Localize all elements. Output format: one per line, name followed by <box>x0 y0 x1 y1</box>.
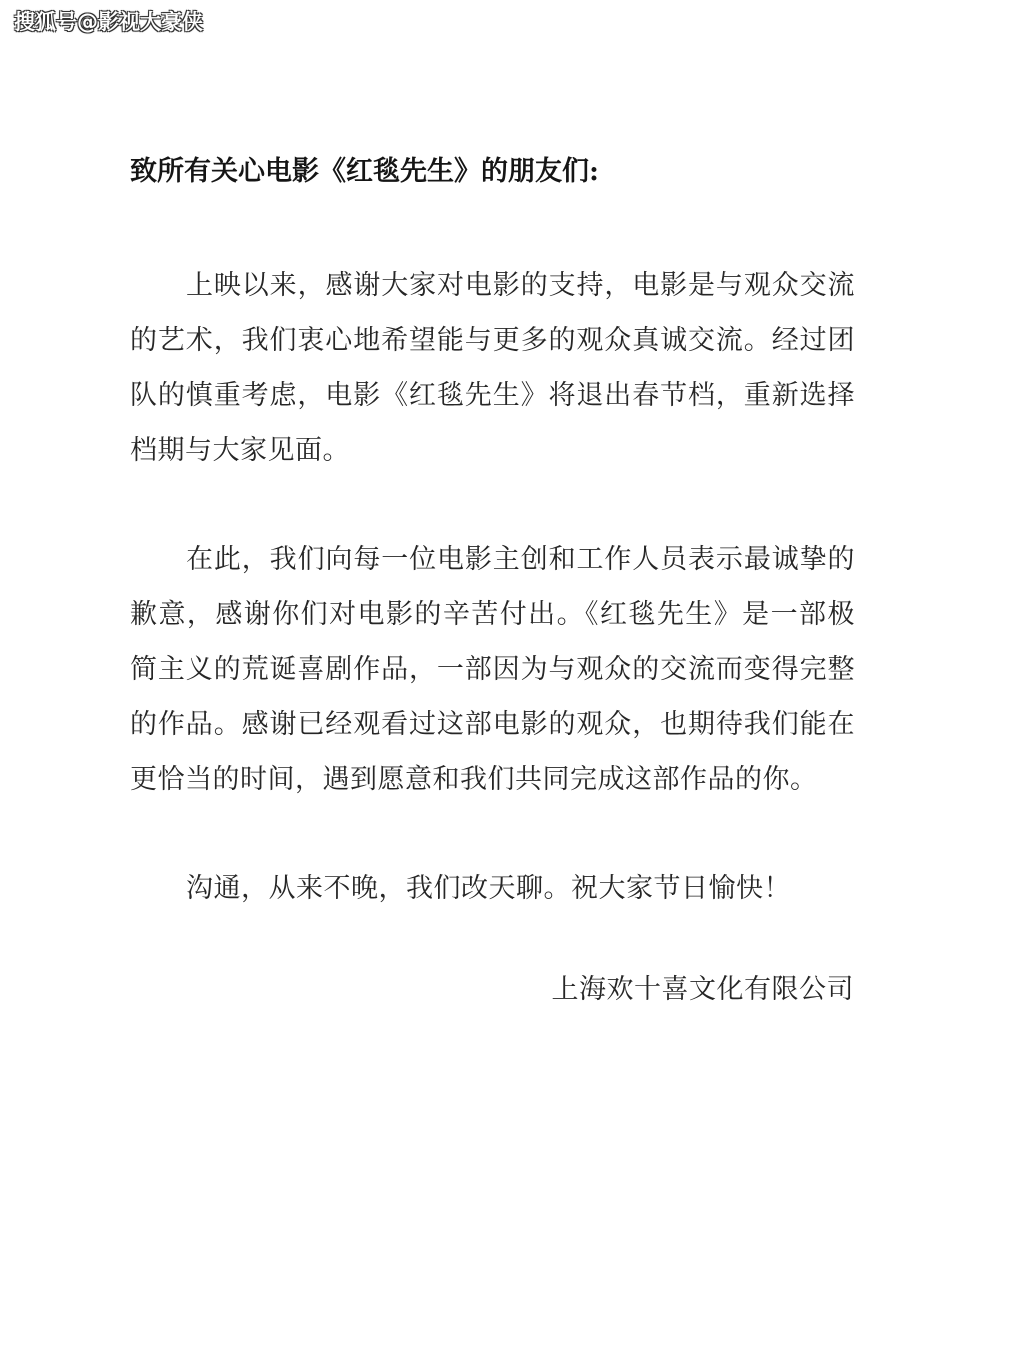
letter-signature: 上海欢十喜文化有限公司 <box>551 974 854 1005</box>
letter-paragraph: 上映以来，感谢大家对电影的支持，电影是与观众交流的艺术，我们衷心地希望能与更多的观众真诚交流。经过团队的慎重考虑，电影《红毯先生》将退出春节档，重新选择档期与大家见面。 <box>130 270 855 466</box>
letter-paragraph: 在此，我们向每一位电影主创和工作人员表示最诚挚的歉意，感谢你们对电影的辛苦付出。《红毯先生》是一部极简主义的荒诞喜剧作品，一部因为与观众的交流而变得完整的作品。感谢已经观看过这部电影的观众，也期待我们能在更恰当的时间，遇到愿意和我们共同完成这部作品的你。 <box>130 544 855 795</box>
letter-paragraph: 沟通，从来不晚，我们改天聊。祝大家节日愉快！ <box>186 873 791 904</box>
letter-salutation: 致所有关心电影《红毯先生》的朋友们: <box>130 156 599 187</box>
watermark-text: 搜狐号@影视大豪侠 <box>14 10 203 34</box>
letter-body <box>130 150 855 916</box>
